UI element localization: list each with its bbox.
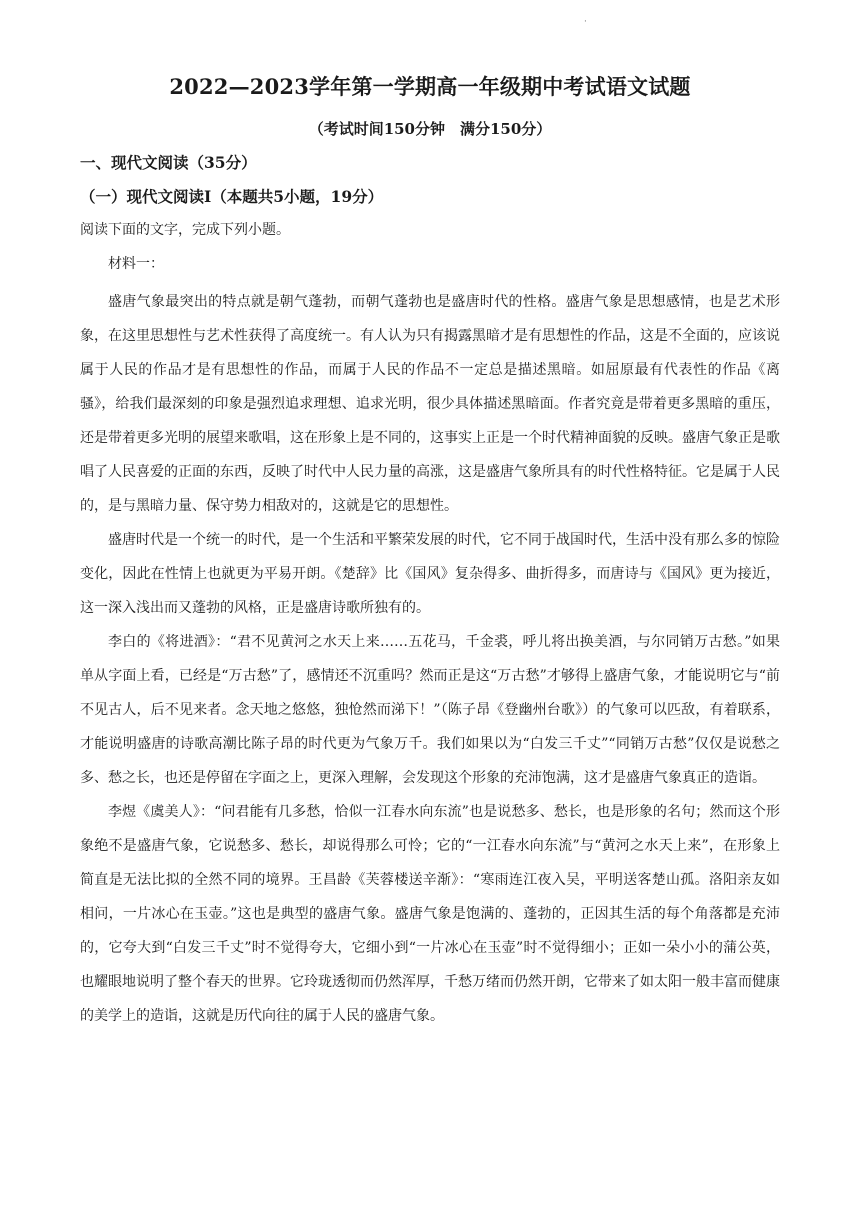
material-label: 材料一： [108,256,164,272]
exam-subtitle: （考试时间150分钟 满分150分） [308,120,552,138]
reading-instruction: 阅读下面的文字，完成下列小题。 [80,222,290,238]
paragraph: 盛唐时代是一个统一的时代，是一个生活和平繁荣发展的时代，它不同于战国时代，生活中没有那么多的惊险变化，因此在性情上也就更为平易开朗。《楚辞》比《国风》复杂得多、曲折得多，而唐诗与《国风》更为接近，这一深入浅出而又蓬勃的风格，正是盛唐诗歌所独有的。 [80,532,780,616]
material-body [80,285,780,1033]
exam-title: 2022—2023学年第一学期高一年级期中考试语文试题 [169,74,691,99]
paragraph: 盛唐气象最突出的特点就是朝气蓬勃，而朝气蓬勃也是盛唐时代的性格。盛唐气象是思想感情，也是艺术形象，在这里思想性与艺术性获得了高度统一。有人认为只有揭露黑暗才是有思想性的作品，这是不全面的，应该说属于人民的作品才是有思想性的作品，而属于人民的作品不一定总是描述黑暗。如屈原最有代表性的作品《离骚》，给我们最深刻的印象是强烈追求理想、追求光明，很少具体描述黑暗面。作者究竟是带着更多黑暗的重压，还是带着更多光明的展望来歌唱，这在形象上是不同的，这事实上正是一个时代精神面貌的反映。盛唐气象正是歌唱了人民喜爱的正面的东西，反映了时代中人民力量的高涨，这是盛唐气象所具有的时代性格特征。它是属于人民的，是与黑暗力量、保守势力相敌对的，这就是它的思想性。 [80,294,780,514]
subsection-heading: （一）现代文阅读Ⅰ（本题共5小题，19分） [80,187,384,206]
section-heading: 一、现代文阅读（35分） [80,153,257,172]
paragraph: 李煜《虞美人》：“问君能有几多愁，恰似一江春水向东流”也是说愁多、愁长，也是形象的名句；然而这个形象绝不是盛唐气象，它说愁多、愁长，却说得那么可怜；它的“一江春水向东流”与“黄河之水天上来”，在形象上简直是无法比拟的全然不同的境界。王昌龄《芙蓉楼送辛渐》：“寒雨连江夜入吴，平明送客楚山孤。洛阳亲友如相问，一片冰心在玉壶。”这也是典型的盛唐气象。盛唐气象是饱满的、蓬勃的，正因其生活的每个角落都是充沛的，它夸大到“白发三千丈”时不觉得夸大，它细小到“一片冰心在玉壶”时不觉得细小；正如一朵小小的蒲公英，也耀眼地说明了整个春天的世界。它玲珑透彻而仍然浑厚，千愁万绪而仍然开朗，它带来了如太阳一般丰富而健康的美学上的造诣，这就是历代向往的属于人民的盛唐气象。 [80,804,780,1024]
corner-mark: · [584,17,587,27]
paragraph: 李白的《将进酒》：“君不见黄河之水天上来……五花马，千金裘，呼儿将出换美酒，与尔同销万古愁。”如果单从字面上看，已经是“万古愁”了，感情还不沉重吗？然而正是这“万古愁”才够得上盛唐气象，才能说明它与“前不见古人，后不见来者。念天地之悠悠，独怆然而涕下！”（陈子昂《登幽州台歌》）的气象可以匹敌，有着联系，才能说明盛唐的诗歌高潮比陈子昂的时代更为气象万千。我们如果以为“白发三千丈”“同销万古愁”仅仅是说愁之多、愁之长，也还是停留在字面之上，更深入理解，会发现这个形象的充沛饱满，这才是盛唐气象真正的造诣。 [80,634,780,786]
